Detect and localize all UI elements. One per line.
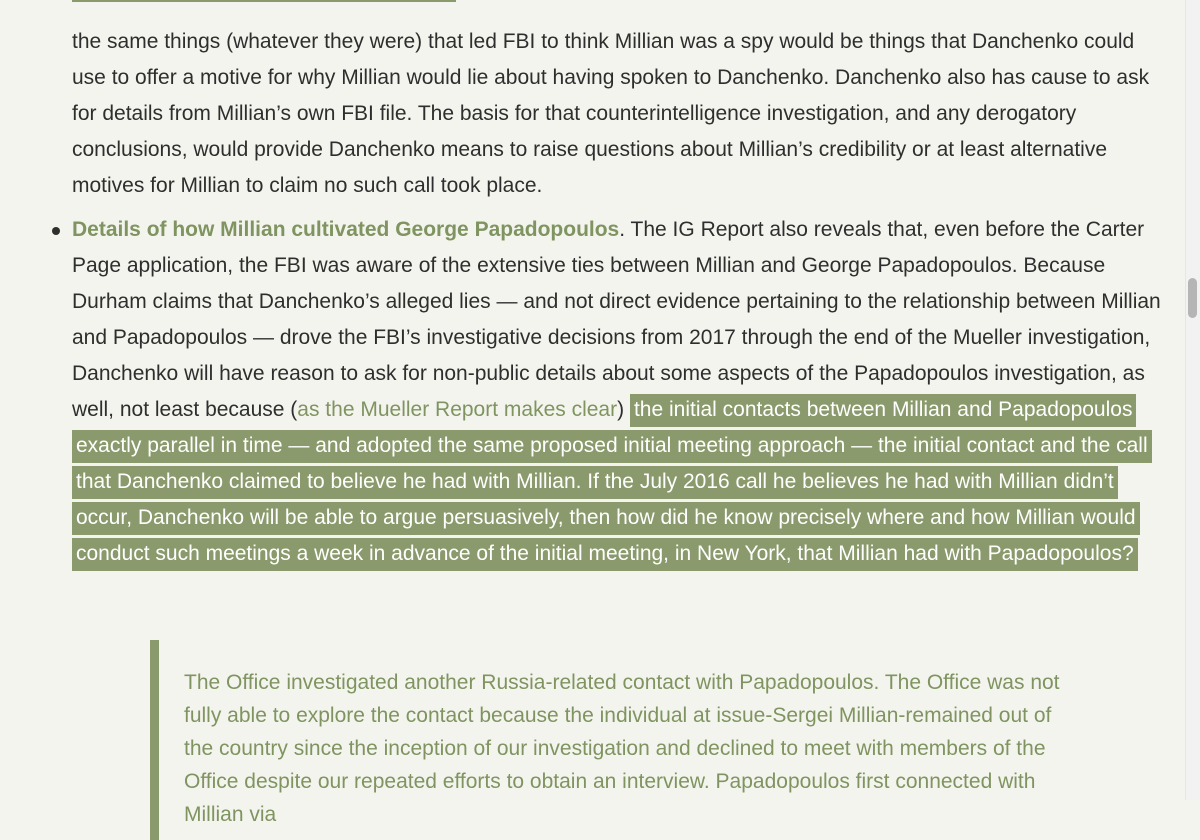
vertical-scrollbar[interactable] (1185, 0, 1200, 800)
highlighted-selection[interactable]: the initial contacts between Millian and Papadopoulos exactly parallel in time — and adopted the same proposed initial meeting approach — the initial contact and the call that Danchenko claimed to believe he had with Millian. If the July 2016 call he believes he had with Millian didn’t occur, Danchenko will be able to argue persuasively, then how did he know precisely where and how Millian would conduct such meetings a week in advance of the initial meeting, in New York, that Millian had with Papadopoulos? (72, 394, 1152, 571)
blockquote (150, 640, 1080, 840)
mueller-report-link[interactable]: as the Mueller Report makes clear (297, 398, 618, 421)
bullet-text-part-1: . The IG Report also reveals that, even before the Carter Page application, the FBI was aware of the extensive ties between Millian and George Papadopoulos. Because Durham claims that Danchenko’s alleged lies — and not direct evidence pertaining to the relationship between Millian and Papadopoulos — drove the FBI’s investigative decisions from 2017 through the end of the Mueller investigation, Danchenko will have reason to ask for non-public details about some aspects of the Papadopoulos investigation, as well, not least because ( (72, 218, 1161, 421)
bullet-list (72, 212, 1172, 572)
intro-paragraph: the same things (whatever they were) that led FBI to think Millian was a spy would be things that Danchenko could use to offer a motive for why Millian would lie about having spoken to Danchenko. Danchenko also has cause to ask for details from Millian’s own FBI file. The basis for that counterintelligence investigation, and any derogatory conclusions, would provide Danchenko means to raise questions about Millian’s credibility or at least alternative motives for Millian to claim no such call took place. (72, 30, 1150, 197)
papadopoulos-details-link[interactable]: Details of how Millian cultivated George Papadopoulos (72, 218, 620, 241)
list-item (72, 212, 1172, 572)
top-divider (72, 0, 456, 2)
scrollbar-thumb[interactable] (1188, 278, 1197, 318)
article-body (72, 24, 1172, 572)
blockquote-text: The Office investigated another Russia-related contact with Papadopoulos. The Office was not fully able to explore the contact because the individual at issue-Sergei Millian-remained out of the country since the inception of our investigation and declined to meet with members of the Office despite our repeated efforts to obtain an interview. Papadopoulos first connected with Millian via (184, 671, 1060, 826)
bullet-icon (52, 227, 60, 235)
bullet-text-part-2: ) (617, 398, 625, 421)
